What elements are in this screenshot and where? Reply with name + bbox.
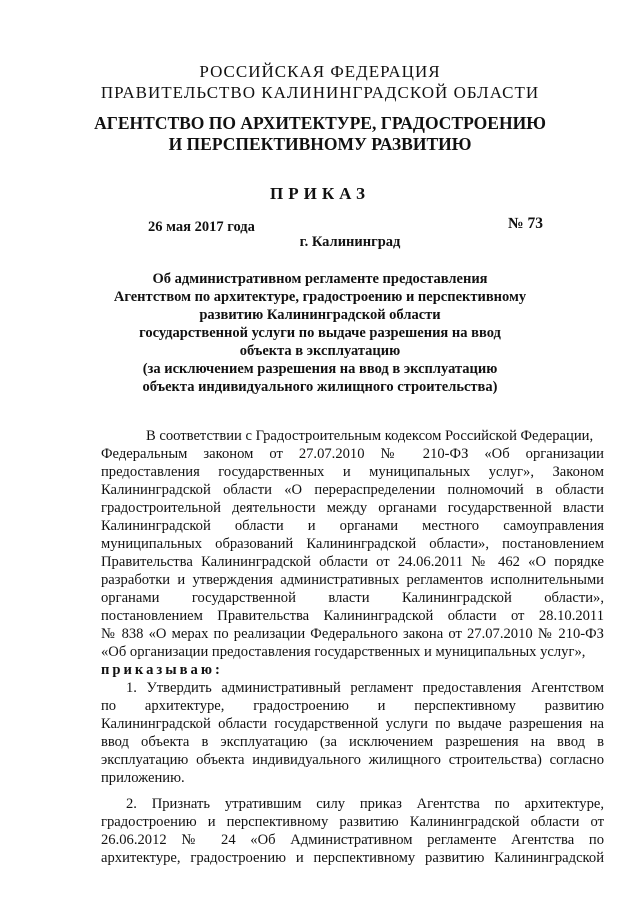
body-line: градостроительной деятельности между органами государственной власти	[101, 500, 604, 516]
body-line: Калининградской области и органами местного самоуправления	[101, 518, 604, 534]
body-line: № 838 «О мерах по реализации Федерального закона от 27.07.2010 № 210-ФЗ	[101, 626, 604, 642]
body-line: «Об организации предоставления государственных и муниципальных услуг»,	[101, 644, 586, 660]
body-line: Федеральным законом от 27.07.2010 № 210-ФЗ «Об организации	[101, 446, 604, 462]
body-line: муниципальных образований Калининградской области», постановлением	[101, 536, 604, 552]
body-line: разработки и утверждения административных регламентов исполнительными	[101, 572, 604, 588]
body-line: градостроению и перспективному развитию Калининградской области от	[101, 814, 604, 830]
body-line: эксплуатацию объекта индивидуального жилищного строительства) согласно	[101, 752, 604, 768]
order-keyword: приказываю:	[101, 662, 223, 678]
title-line: государственной услуги по выдаче разрешения на ввод	[139, 325, 501, 341]
title-line: объекта индивидуального жилищного строительства)	[142, 379, 498, 395]
body-line: Калининградской области «О перераспределении полномочий в области	[101, 482, 604, 498]
body-line: Калининградской области государственной услуги по выдаче разрешения на	[101, 716, 604, 732]
document-date: 26 мая 2017 года	[148, 219, 255, 235]
body-line: приложению.	[101, 770, 185, 786]
body-line: органами государственной власти Калининградской области»,	[101, 590, 604, 606]
document-number: № 73	[508, 215, 543, 232]
body-line: 1. Утвердить административный регламент предоставления Агентством	[126, 680, 604, 696]
title-line: (за исключением разрешения на ввод в эксплуатацию	[142, 361, 498, 377]
document-type: ПРИКАЗ	[270, 184, 370, 203]
title-line: Агентством по архитектуре, градостроению и перспективному	[113, 289, 527, 305]
body-line: постановлением Правительства Калининградской области от 28.10.2011	[101, 608, 604, 624]
title-line: Об административном регламенте предоставления	[152, 271, 488, 287]
country-header: РОССИЙСКАЯ ФЕДЕРАЦИЯ	[199, 62, 441, 81]
body-line: 2. Признать утратившим силу приказ Агентства по архитектуре,	[126, 796, 604, 812]
body-line: В соответствии с Градостроительным кодексом Российской Федерации,	[146, 428, 594, 444]
body-line: архитектуре, градостроению и перспективному развитию Калининградской	[101, 850, 604, 866]
agency-name-line2: И ПЕРСПЕКТИВНОМУ РАЗВИТИЮ	[168, 134, 472, 154]
body-line: предоставления государственных и муниципальных услуг», Законом	[101, 464, 604, 480]
title-line: развитию Калининградской области	[199, 307, 441, 323]
government-header: ПРАВИТЕЛЬСТВО КАЛИНИНГРАДСКОЙ ОБЛАСТИ	[100, 83, 540, 102]
document-city: г. Калининград	[299, 234, 401, 250]
body-line: ввод объекта в эксплуатацию (за исключением разрешения на ввод в	[101, 734, 604, 750]
agency-name-line1: АГЕНТСТВО ПО АРХИТЕКТУРЕ, ГРАДОСТРОЕНИЮ	[94, 113, 546, 133]
body-line: по архитектуре, градостроению и перспективному развитию	[101, 698, 604, 714]
title-line: объекта в эксплуатацию	[239, 343, 401, 359]
body-line: 26.06.2012 № 24 «Об Административном регламенте Агентства по	[101, 832, 604, 848]
body-line: Правительства Калининградской области от 24.06.2011 № 462 «О порядке	[101, 554, 604, 570]
